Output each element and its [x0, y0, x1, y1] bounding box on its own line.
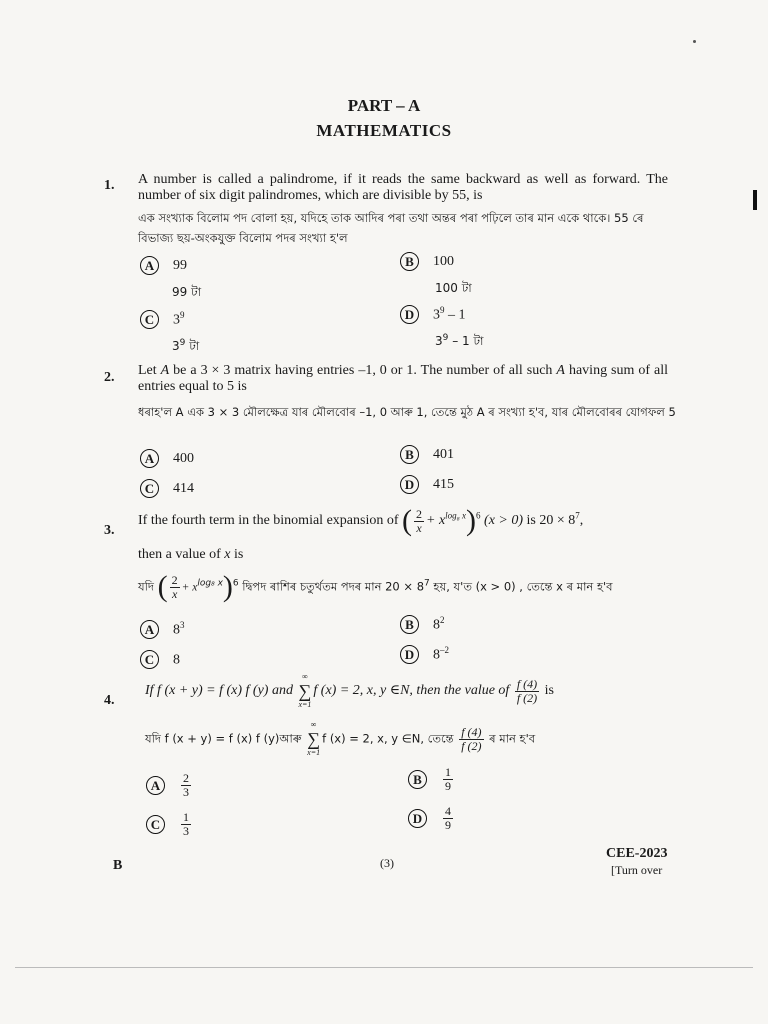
- option-a-assamese: 99 টা: [172, 285, 202, 299]
- option-letter: C: [140, 650, 159, 669]
- option-value: $\frac{4}{9}$: [445, 804, 451, 832]
- margin-mark: [753, 190, 757, 210]
- option-letter: D: [400, 475, 419, 494]
- option-a[interactable]: [140, 256, 187, 275]
- option-value: $\frac{1}{9}$: [445, 765, 451, 793]
- option-value: $8^3$: [173, 620, 185, 638]
- option-letter: C: [140, 310, 159, 329]
- option-c[interactable]: [146, 811, 193, 838]
- option-letter: C: [146, 815, 165, 834]
- question-number: 3.: [104, 523, 115, 538]
- scan-edge-line: [15, 967, 753, 968]
- turn-over-note: [Turn over: [611, 863, 663, 877]
- question-number: 1.: [104, 178, 115, 193]
- subject-heading: MATHEMATICS: [316, 121, 452, 140]
- option-d[interactable]: [408, 805, 455, 832]
- option-letter: B: [408, 770, 427, 789]
- summation: ∞ ∑ x=1: [298, 672, 312, 709]
- question-text-assamese: যদি ( $\frac{2}{x}$ + $x^{log_8 x})^6$ দ্বিপদ ৰাশিৰ চতুৰ্থতম পদৰ মান $20 \times 8^7$ হয়, য'ত (x > 0) , তেন্তে x ৰ মান হ'ব: [138, 570, 613, 603]
- option-b-assamese: 100 টা: [435, 281, 472, 295]
- option-c[interactable]: [140, 479, 194, 498]
- option-value: 401: [433, 446, 454, 462]
- option-c[interactable]: [140, 650, 180, 669]
- option-letter: A: [140, 620, 159, 639]
- question-set-label: B: [113, 858, 123, 873]
- option-letter: D: [400, 645, 419, 664]
- option-value: 415: [433, 476, 454, 492]
- question-text-continued: then a value of x is: [138, 547, 244, 562]
- option-value: $3^9 - 1$: [433, 305, 466, 323]
- option-letter: A: [140, 449, 159, 468]
- part-heading: PART – A: [347, 96, 421, 115]
- option-value: 99: [173, 257, 187, 273]
- option-value: $8^2$: [433, 615, 445, 633]
- fraction: $\frac{f (4)}{f (2)}$: [461, 724, 482, 753]
- option-letter: A: [146, 776, 165, 795]
- option-value: $\frac{2}{3}$: [183, 771, 189, 799]
- question-text-assamese: এক সংখ্যাক বিলোম পদ বোলা হয়, যদিহে তাক আদিৰ পৰা তথা অন্তৰ পৰা পঢ়িলে তাৰ মান একে থাকে। 55 ৰে বিভাজ্য ছয়-অংকযুক্ত বিলোম পদৰ সংখ্যা হ'ল: [138, 211, 644, 245]
- option-d[interactable]: [400, 645, 449, 664]
- option-letter: B: [400, 615, 419, 634]
- option-b[interactable]: [408, 766, 455, 793]
- option-value: 414: [173, 480, 194, 496]
- option-value: 400: [173, 450, 194, 466]
- option-d[interactable]: [400, 305, 466, 324]
- option-c-assamese: $3^9$ টা: [172, 338, 200, 353]
- option-value: $\frac{1}{3}$: [183, 810, 189, 838]
- exam-code: CEE-2023: [606, 846, 668, 861]
- option-a[interactable]: [140, 449, 194, 468]
- option-letter: B: [400, 445, 419, 464]
- option-c[interactable]: [140, 310, 185, 329]
- question-text: Let A be a 3 × 3 matrix having entries –1, 0 or 1. The number of all such A having sum of all entries equal to 5 is: [138, 363, 669, 394]
- scan-speck: [693, 40, 696, 43]
- option-b[interactable]: [400, 615, 445, 634]
- option-letter: C: [140, 479, 159, 498]
- summation: ∞ ∑ x=1: [307, 720, 321, 757]
- option-b[interactable]: [400, 445, 454, 464]
- question-text: If the fourth term in the binomial expansion of ( $\frac{2}{x}$ + $x^{log_8 x})^6$ (x > 0) is $20 \times 8^7$,: [138, 504, 584, 537]
- option-value: $3^9$: [173, 310, 185, 328]
- option-a[interactable]: [140, 620, 185, 639]
- option-a[interactable]: [146, 772, 193, 799]
- option-letter: A: [140, 256, 159, 275]
- question-number: 4.: [104, 693, 115, 708]
- question-text-assamese: ধৰাহ'ল A এক 3 × 3 মৌলক্ষেত্ৰ যাৰ মৌলবোৰ –1, 0 আৰু 1, তেন্তে মুঠ A ৰ সংখ্যা হ'ব, যাৰ মৌলবোৰৰ যোগফল 5: [138, 405, 676, 419]
- option-letter: D: [408, 809, 427, 828]
- option-d[interactable]: [400, 475, 454, 494]
- question-number: 2.: [104, 370, 115, 385]
- fraction: $\frac{f (4)}{f (2)}$: [516, 676, 538, 705]
- option-letter: D: [400, 305, 419, 324]
- question-text: If f (x + y) = f (x) f (y) and ∞ ∑ x=1 f (x) = 2, x, y ∈N, then the value of $\frac{f (4)}{f (2)}$ is: [145, 672, 554, 709]
- fraction: $\frac{2}{x}$: [416, 506, 422, 535]
- option-value: $8^{-2}$: [433, 645, 449, 663]
- question-text-assamese: যদি f (x + y) = f (x) f (y)আৰু ∞ ∑ x=1 f (x) = 2, x, y ∈N, তেন্তে $\frac{f (4)}{f (2)}$ ৰ মান হ'ব: [145, 720, 536, 757]
- page-number: (3): [380, 856, 394, 870]
- option-b[interactable]: [400, 252, 454, 271]
- question-text: A number is called a palindrome, if it reads the same backward as well as forward. The number of six digit palindromes, which are divisible by 55, is: [138, 172, 668, 203]
- option-value: 8: [173, 652, 180, 668]
- option-letter: B: [400, 252, 419, 271]
- option-d-assamese: $3^9 - 1$ টা: [435, 333, 484, 348]
- option-value: 100: [433, 253, 454, 269]
